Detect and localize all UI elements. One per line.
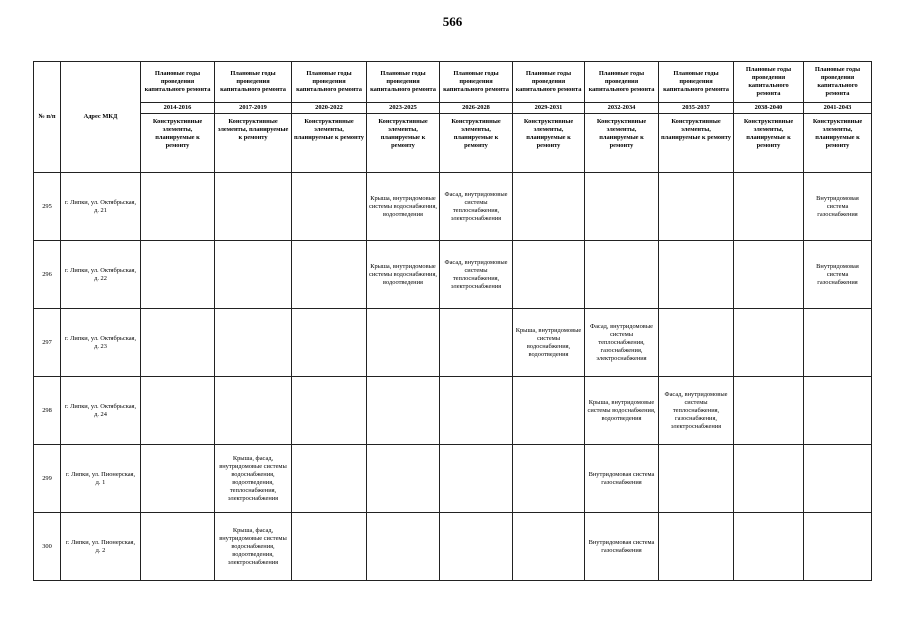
table-cell bbox=[734, 241, 804, 309]
header-plan: Плановые годы проведения капитального ремонта bbox=[292, 62, 367, 103]
table-cell bbox=[804, 445, 872, 513]
header-row-elements bbox=[34, 114, 872, 173]
header-period: 2026-2028 bbox=[440, 103, 513, 114]
table-cell: Крыша, внутридомовые системы водоснабжения, водоотведения bbox=[367, 173, 440, 241]
table-row bbox=[34, 445, 872, 513]
table-cell bbox=[585, 173, 659, 241]
header-elements: Конструктивные элементы, планируемые к ремонту bbox=[659, 114, 734, 173]
header-plan: Плановые годы проведения капитального ремонта bbox=[141, 62, 215, 103]
table-cell bbox=[141, 513, 215, 581]
header-plan: Плановые годы проведения капитального ремонта bbox=[659, 62, 734, 103]
table-cell: Фасад, внутридомовые системы теплоснабжения, электроснабжения bbox=[440, 241, 513, 309]
header-row-periods bbox=[34, 103, 872, 114]
table-cell bbox=[804, 377, 872, 445]
header-period: 2020-2022 bbox=[292, 103, 367, 114]
header-plan: Плановые годы проведения капитального ремонта bbox=[734, 62, 804, 103]
table-cell: Внутридомовая система газоснабжения bbox=[585, 445, 659, 513]
table-cell: Крыша, внутридомовые системы водоснабжения, водоотведения bbox=[513, 309, 585, 377]
table-cell bbox=[513, 445, 585, 513]
table-cell bbox=[215, 377, 292, 445]
header-row-plan bbox=[34, 62, 872, 103]
table-cell bbox=[513, 173, 585, 241]
header-address: Адрес МКД bbox=[61, 62, 141, 173]
row-number: 299 bbox=[34, 445, 61, 513]
table-row bbox=[34, 377, 872, 445]
table-cell bbox=[367, 377, 440, 445]
table-cell bbox=[659, 445, 734, 513]
table-cell bbox=[585, 241, 659, 309]
header-plan: Плановые годы проведения капитального ремонта bbox=[215, 62, 292, 103]
table-cell bbox=[141, 309, 215, 377]
header-elements: Конструктивные элементы, планируемые к ремонту bbox=[585, 114, 659, 173]
table-cell bbox=[734, 513, 804, 581]
table-cell bbox=[659, 173, 734, 241]
row-number: 298 bbox=[34, 377, 61, 445]
table-row bbox=[34, 241, 872, 309]
row-address: г. Липки, ул. Октябрьская, д. 22 bbox=[61, 241, 141, 309]
table-cell bbox=[141, 377, 215, 445]
header-plan: Плановые годы проведения капитального ремонта bbox=[513, 62, 585, 103]
table-cell bbox=[367, 309, 440, 377]
table-cell bbox=[292, 377, 367, 445]
header-num: № п/п bbox=[34, 62, 61, 173]
table-cell bbox=[292, 309, 367, 377]
table-cell bbox=[440, 377, 513, 445]
table-row bbox=[34, 513, 872, 581]
row-number: 300 bbox=[34, 513, 61, 581]
table-cell bbox=[215, 173, 292, 241]
row-address: г. Липки, ул. Пионерская, д. 1 bbox=[61, 445, 141, 513]
header-elements: Конструктивные элементы, планируемые к ремонту bbox=[513, 114, 585, 173]
table-cell bbox=[734, 309, 804, 377]
table-cell bbox=[292, 513, 367, 581]
header-elements: Конструктивные элементы, планируемые к ремонту bbox=[734, 114, 804, 173]
header-period: 2041-2043 bbox=[804, 103, 872, 114]
table-cell bbox=[440, 513, 513, 581]
table-cell bbox=[659, 513, 734, 581]
table-cell bbox=[215, 309, 292, 377]
header-elements: Конструктивные элементы, планируемые к ремонту bbox=[292, 114, 367, 173]
header-elements: Конструктивные элементы, планируемые к ремонту bbox=[141, 114, 215, 173]
table-cell bbox=[734, 173, 804, 241]
table-cell bbox=[734, 445, 804, 513]
header-plan: Плановые годы проведения капитального ремонта bbox=[804, 62, 872, 103]
row-address: г. Липки, ул. Октябрьская, д. 24 bbox=[61, 377, 141, 445]
table-cell bbox=[141, 445, 215, 513]
table-cell: Крыша, фасад, внутридомовые системы водоснабжения, водоотведения, электроснабжения bbox=[215, 513, 292, 581]
header-elements: Конструктивные элементы, планируемые к ремонту bbox=[440, 114, 513, 173]
table-cell bbox=[141, 241, 215, 309]
capital-repair-table bbox=[33, 61, 872, 581]
table-cell bbox=[513, 241, 585, 309]
table-cell bbox=[513, 377, 585, 445]
table-cell: Крыша, внутридомовые системы водоснабжения, водоотведения bbox=[585, 377, 659, 445]
table-cell: Внутридомовая система газоснабжения bbox=[804, 173, 872, 241]
header-plan: Плановые годы проведения капитального ремонта bbox=[367, 62, 440, 103]
header-period: 2038-2040 bbox=[734, 103, 804, 114]
table-row bbox=[34, 309, 872, 377]
table-cell bbox=[440, 445, 513, 513]
table-cell bbox=[804, 309, 872, 377]
row-number: 297 bbox=[34, 309, 61, 377]
header-plan: Плановые годы проведения капитального ремонта bbox=[440, 62, 513, 103]
row-address: г. Липки, ул. Октябрьская, д. 21 bbox=[61, 173, 141, 241]
row-address: г. Липки, ул. Октябрьская, д. 23 bbox=[61, 309, 141, 377]
header-period: 2017-2019 bbox=[215, 103, 292, 114]
table-row bbox=[34, 173, 872, 241]
table-cell bbox=[367, 513, 440, 581]
table-cell bbox=[804, 513, 872, 581]
table-cell bbox=[734, 377, 804, 445]
row-number: 296 bbox=[34, 241, 61, 309]
table-cell bbox=[292, 445, 367, 513]
header-period: 2029-2031 bbox=[513, 103, 585, 114]
table-cell bbox=[659, 309, 734, 377]
page-number: 566 bbox=[442, 14, 463, 29]
header-plan: Плановые годы проведения капитального ремонта bbox=[585, 62, 659, 103]
table-cell bbox=[292, 241, 367, 309]
header-period: 2023-2025 bbox=[367, 103, 440, 114]
table-cell bbox=[440, 309, 513, 377]
header-period: 2035-2037 bbox=[659, 103, 734, 114]
header-period: 2014-2016 bbox=[141, 103, 215, 114]
table-cell: Крыша, фасад, внутридомовые системы водоснабжения, водоотведения, теплоснабжения, электроснабжения bbox=[215, 445, 292, 513]
header-elements: Конструктивные элементы, планируемые к ремонту bbox=[367, 114, 440, 173]
header-elements: Конструктивные элементы, планируемые к ремонту bbox=[215, 114, 292, 173]
table-cell bbox=[513, 513, 585, 581]
header-elements: Конструктивные элементы, планируемые к ремонту bbox=[804, 114, 872, 173]
table-cell: Крыша, внутридомовые системы водоснабжения, водоотведения bbox=[367, 241, 440, 309]
table-cell: Внутридомовая система газоснабжения bbox=[804, 241, 872, 309]
table-cell bbox=[292, 173, 367, 241]
row-address: г. Липки, ул. Пионерская, д. 2 bbox=[61, 513, 141, 581]
table-cell bbox=[659, 241, 734, 309]
table-cell: Фасад, внутридомовые системы теплоснабжения, газоснабжения, электроснабжения bbox=[585, 309, 659, 377]
row-number: 295 bbox=[34, 173, 61, 241]
header-period: 2032-2034 bbox=[585, 103, 659, 114]
table-cell bbox=[141, 173, 215, 241]
table-cell bbox=[215, 241, 292, 309]
table-cell bbox=[367, 445, 440, 513]
table-cell: Фасад, внутридомовые системы теплоснабжения, газоснабжения, электроснабжения bbox=[659, 377, 734, 445]
table-cell: Внутридомовая система газоснабжения bbox=[585, 513, 659, 581]
table-cell: Фасад, внутридомовые системы теплоснабжения, электроснабжения bbox=[440, 173, 513, 241]
